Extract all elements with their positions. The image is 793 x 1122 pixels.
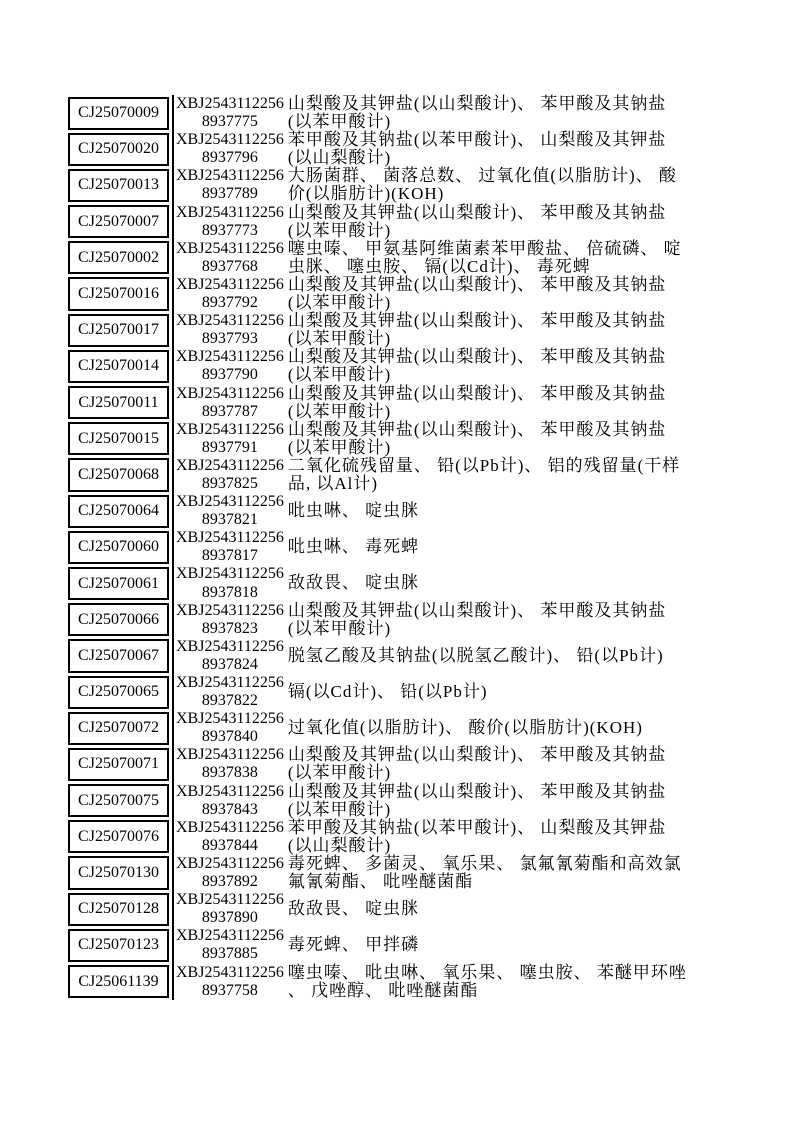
- report-no-line1: XBJ2543112256: [176, 312, 284, 330]
- table-row: [68, 131, 692, 167]
- test-items-line: 、 戊唑醇、 吡唑醚菌酯: [287, 980, 479, 1000]
- sample-code-cell: [68, 314, 169, 347]
- report-no-cell: [172, 783, 284, 819]
- report-no-line1: XBJ2543112256: [176, 167, 284, 185]
- sample-code-cell: [68, 820, 169, 853]
- report-no-line2: 8937768: [201, 257, 258, 275]
- report-no-cell: [172, 493, 284, 529]
- table-row: [68, 746, 692, 782]
- table-row: [68, 204, 692, 240]
- report-no-line1: XBJ2543112256: [176, 674, 284, 691]
- test-items-cell: [288, 710, 692, 746]
- sample-code: CJ25070067: [78, 646, 159, 664]
- report-no-line2: 8937822: [201, 692, 258, 710]
- test-items-cell: [288, 95, 692, 131]
- sample-code: CJ25070065: [78, 683, 159, 701]
- sample-code: CJ25070075: [78, 791, 159, 809]
- sample-code: CJ25070002: [78, 248, 159, 266]
- test-items-line: 山梨酸及其钾盐(以山梨酸计)、 苯甲酸及其钠盐: [287, 383, 667, 403]
- test-items-line: 脱氢乙酸及其钠盐(以脱氢乙酸计)、 铅(以Pb计): [287, 645, 664, 665]
- test-items-cell: [288, 783, 692, 819]
- test-items-line: 敌敌畏、 啶虫脒: [287, 899, 420, 919]
- test-items-line: 山梨酸及其钾盐(以山梨酸计)、 苯甲酸及其钠盐: [287, 94, 667, 113]
- test-items-line: 大肠菌群、 菌落总数、 过氧化值(以脂肪计)、 酸: [287, 166, 677, 186]
- report-no-line2: 8937843: [201, 800, 258, 818]
- report-no-line1: XBJ2543112256: [176, 275, 284, 293]
- sample-code: CJ25070068: [78, 465, 159, 483]
- report-no-line2: 8937817: [201, 547, 258, 565]
- test-items-cell: [288, 602, 692, 638]
- report-no-line1: XBJ2543112256: [176, 710, 284, 728]
- test-items-line: 苯甲酸及其钠盐(以苯甲酸计)、 山梨酸及其钾盐: [287, 130, 667, 150]
- test-items-cell: [288, 819, 692, 855]
- report-no-cell: [172, 674, 284, 710]
- test-items-cell: [288, 565, 692, 601]
- table-row: [68, 493, 692, 529]
- report-no-cell: [172, 746, 284, 782]
- sample-code-cell: [68, 748, 169, 781]
- test-items-line: 品, 以Al计): [287, 473, 379, 493]
- test-items-cell: [288, 348, 692, 384]
- sample-code-cell: [68, 712, 169, 745]
- test-items-cell: [288, 421, 692, 457]
- test-items-line: (以苯甲酸计): [287, 220, 392, 240]
- test-items-line: 氟氰菊酯、 吡唑醚菌酯: [287, 872, 474, 892]
- table-row: [68, 457, 692, 493]
- report-no-line1: XBJ2543112256: [176, 854, 284, 872]
- report-no-cell: [172, 855, 284, 891]
- test-items-cell: [288, 493, 692, 529]
- test-items-line: (以苯甲酸计): [287, 763, 392, 783]
- sample-code-cell: [68, 495, 169, 528]
- table-row: [68, 783, 692, 819]
- report-no-line2: 8937885: [201, 945, 258, 963]
- table-row: [68, 167, 692, 203]
- test-items-line: 虫脒、 噻虫胺、 镉(以Cd计)、 毒死蜱: [287, 256, 591, 276]
- test-items-line: (以苯甲酸计): [287, 618, 392, 638]
- report-no-line2: 8937825: [201, 474, 258, 492]
- test-items-cell: [288, 167, 692, 203]
- report-no-line2: 8937840: [201, 728, 258, 746]
- test-items-cell: [288, 385, 692, 421]
- test-items-line: 山梨酸及其钾盐(以山梨酸计)、 苯甲酸及其钠盐: [287, 311, 667, 331]
- sample-code: CJ25070061: [78, 574, 159, 592]
- test-items-line: (以苯甲酸计): [287, 365, 392, 385]
- test-items-cell: [288, 240, 692, 276]
- table-row: [68, 674, 692, 710]
- sample-code: CJ25070130: [78, 864, 159, 882]
- table-row: [68, 348, 692, 384]
- report-no-cell: [172, 710, 284, 746]
- test-items-line: (以苯甲酸计): [287, 401, 392, 421]
- report-no-line1: XBJ2543112256: [176, 891, 284, 909]
- report-no-line2: 8937789: [201, 185, 258, 203]
- report-no-cell: [172, 385, 284, 421]
- sample-code-cell: [68, 603, 169, 636]
- sample-code-cell: [68, 277, 169, 310]
- sample-code-cell: [68, 531, 169, 564]
- report-no-line1: XBJ2543112256: [176, 637, 284, 655]
- sample-code: CJ25070007: [78, 212, 159, 230]
- sample-code-cell: [68, 639, 169, 672]
- inspection-table: [68, 95, 692, 1000]
- sample-code: CJ25070123: [78, 936, 159, 954]
- test-items-line: 山梨酸及其钾盐(以山梨酸计)、 苯甲酸及其钠盐: [287, 781, 667, 801]
- sample-code: CJ25070076: [78, 827, 159, 845]
- test-items-cell: [288, 204, 692, 240]
- sample-code: CJ25070020: [78, 140, 159, 158]
- report-no-line1: XBJ2543112256: [176, 927, 284, 945]
- test-items-line: (以山梨酸计): [287, 835, 392, 855]
- test-items-cell: [288, 131, 692, 167]
- sample-code-cell: [68, 567, 169, 600]
- sample-code: CJ25070016: [78, 285, 159, 303]
- sample-code-cell: [68, 97, 169, 130]
- sample-code: CJ25070128: [78, 900, 159, 918]
- report-no-line1: XBJ2543112256: [176, 493, 284, 511]
- test-items-line: 吡虫啉、 毒死蜱: [287, 537, 420, 557]
- report-no-cell: [172, 638, 284, 674]
- sample-code: CJ25070072: [78, 719, 159, 737]
- sample-code-cell: [68, 458, 169, 491]
- test-items-cell: [288, 927, 692, 963]
- report-no-line2: 8937758: [201, 981, 258, 999]
- report-no-line2: 8937773: [201, 221, 258, 239]
- table-row: [68, 529, 692, 565]
- report-no-line1: XBJ2543112256: [176, 348, 284, 366]
- sample-code: CJ25070064: [78, 502, 159, 520]
- test-items-line: 二氧化硫残留量、 铅(以Pb计)、 铝的残留量(干样: [287, 455, 681, 475]
- test-items-line: 毒死蜱、 多菌灵、 氧乐果、 氯氟氰菊酯和高效氯: [287, 853, 682, 873]
- sample-code-cell: [68, 422, 169, 455]
- report-no-line1: XBJ2543112256: [176, 131, 284, 149]
- table-row: [68, 602, 692, 638]
- test-items-line: 镉(以Cd计)、 铅(以Pb计): [287, 682, 488, 702]
- report-no-cell: [172, 276, 284, 312]
- report-no-line1: XBJ2543112256: [176, 818, 284, 836]
- report-no-line2: 8937792: [201, 294, 258, 312]
- test-items-line: 噻虫嗪、 甲氨基阿维菌素苯甲酸盐、 倍硫磷、 啶: [287, 238, 682, 258]
- test-items-line: 毒死蜱、 甲拌磷: [287, 935, 420, 955]
- sample-code-cell: [68, 205, 169, 238]
- sample-code: CJ25070066: [78, 610, 159, 628]
- report-no-line2: 8937796: [201, 149, 258, 167]
- sample-code-cell: [68, 386, 169, 419]
- test-items-line: (以山梨酸计): [287, 148, 392, 168]
- report-no-line1: XBJ2543112256: [176, 782, 284, 800]
- report-no-line1: XBJ2543112256: [176, 239, 284, 257]
- test-items-cell: [288, 964, 692, 1000]
- sample-code-cell: [68, 893, 169, 926]
- report-no-cell: [172, 819, 284, 855]
- sample-code-cell: [68, 784, 169, 817]
- test-items-line: 山梨酸及其钾盐(以山梨酸计)、 苯甲酸及其钠盐: [287, 600, 667, 620]
- report-no-cell: [172, 421, 284, 457]
- test-items-cell: [288, 529, 692, 565]
- sample-code: CJ25070015: [78, 429, 159, 447]
- test-items-line: 山梨酸及其钾盐(以山梨酸计)、 苯甲酸及其钠盐: [287, 274, 667, 294]
- table-row: [68, 927, 692, 963]
- report-no-cell: [172, 927, 284, 963]
- test-items-cell: [288, 746, 692, 782]
- report-no-cell: [172, 891, 284, 927]
- report-no-cell: [172, 167, 284, 203]
- report-no-line1: XBJ2543112256: [176, 746, 284, 764]
- report-no-line2: 8937892: [201, 873, 258, 891]
- table-row: [68, 565, 692, 601]
- report-no-line1: XBJ2543112256: [176, 203, 284, 221]
- test-items-line: 山梨酸及其钾盐(以山梨酸计)、 苯甲酸及其钠盐: [287, 419, 667, 439]
- sample-code: CJ25070013: [78, 176, 159, 194]
- report-no-cell: [172, 95, 284, 131]
- test-items-line: 价(以脂肪计)(KOH): [287, 184, 445, 204]
- table-row: [68, 855, 692, 891]
- table-row: [68, 276, 692, 312]
- report-no-line2: 8937793: [201, 330, 258, 348]
- test-items-line: 山梨酸及其钾盐(以山梨酸计)、 苯甲酸及其钠盐: [287, 745, 667, 765]
- report-no-cell: [172, 529, 284, 565]
- sample-code-cell: [68, 929, 169, 962]
- report-no-cell: [172, 312, 284, 348]
- report-no-line2: 8937844: [201, 836, 258, 854]
- report-no-cell: [172, 204, 284, 240]
- test-items-cell: [288, 312, 692, 348]
- sample-code: CJ25061139: [78, 972, 159, 990]
- test-items-line: 噻虫嗪、 吡虫啉、 氧乐果、 噻虫胺、 苯醚甲环唑: [287, 962, 687, 982]
- report-no-line1: XBJ2543112256: [176, 456, 284, 474]
- table-row: [68, 385, 692, 421]
- table-row: [68, 421, 692, 457]
- test-items-line: 敌敌畏、 啶虫脒: [287, 573, 420, 593]
- report-no-line2: 8937890: [201, 909, 258, 927]
- report-no-line1: XBJ2543112256: [176, 963, 284, 981]
- test-items-cell: [288, 276, 692, 312]
- report-no-line2: 8937775: [201, 113, 258, 131]
- test-items-cell: [288, 891, 692, 927]
- report-no-line2: 8937818: [201, 583, 258, 601]
- report-no-line1: XBJ2543112256: [176, 95, 284, 112]
- table-row: [68, 95, 692, 131]
- test-items-line: 吡虫啉、 啶虫脒: [287, 501, 420, 521]
- test-items-line: (以苯甲酸计): [287, 437, 392, 457]
- test-items-cell: [288, 674, 692, 710]
- test-items-cell: [288, 457, 692, 493]
- report-no-line1: XBJ2543112256: [176, 420, 284, 438]
- table-row: [68, 240, 692, 276]
- sample-code-cell: [68, 241, 169, 274]
- sample-code-cell: [68, 169, 169, 202]
- table-row: [68, 710, 692, 746]
- report-no-line1: XBJ2543112256: [176, 384, 284, 402]
- report-no-line1: XBJ2543112256: [176, 601, 284, 619]
- sample-code: CJ25070011: [78, 393, 159, 411]
- sample-code: CJ25070017: [78, 321, 159, 339]
- report-no-line2: 8937787: [201, 402, 258, 420]
- report-no-cell: [172, 602, 284, 638]
- test-items-line: (以苯甲酸计): [287, 112, 392, 132]
- report-no-cell: [172, 565, 284, 601]
- test-items-cell: [288, 638, 692, 674]
- sample-code-cell: [68, 676, 169, 709]
- table-row: [68, 312, 692, 348]
- test-items-line: (以苯甲酸计): [287, 799, 392, 819]
- table-row: [68, 964, 692, 1000]
- test-items-line: 山梨酸及其钾盐(以山梨酸计)、 苯甲酸及其钠盐: [287, 347, 667, 367]
- sample-code-cell: [68, 965, 169, 998]
- sample-code: CJ25070060: [78, 538, 159, 556]
- test-items-line: 山梨酸及其钾盐(以山梨酸计)、 苯甲酸及其钠盐: [287, 202, 667, 222]
- table-row: [68, 891, 692, 927]
- report-no-cell: [172, 240, 284, 276]
- test-items-cell: [288, 855, 692, 891]
- report-no-cell: [172, 457, 284, 493]
- report-no-line1: XBJ2543112256: [176, 529, 284, 547]
- sample-code-cell: [68, 350, 169, 383]
- table-row: [68, 638, 692, 674]
- sample-code-cell: [68, 133, 169, 166]
- test-items-line: 过氧化值(以脂肪计)、 酸价(以脂肪计)(KOH): [287, 718, 643, 738]
- report-no-line2: 8937821: [201, 511, 258, 529]
- report-no-cell: [172, 348, 284, 384]
- report-no-line2: 8937791: [201, 438, 258, 456]
- report-no-cell: [172, 131, 284, 167]
- table-row: [68, 819, 692, 855]
- sample-code: CJ25070014: [78, 357, 159, 375]
- test-items-line: 苯甲酸及其钠盐(以苯甲酸计)、 山梨酸及其钾盐: [287, 817, 667, 837]
- test-items-line: (以苯甲酸计): [287, 293, 392, 313]
- report-no-cell: [172, 964, 284, 1000]
- test-items-line: (以苯甲酸计): [287, 329, 392, 349]
- report-no-line2: 8937824: [201, 655, 258, 673]
- report-no-line1: XBJ2543112256: [176, 565, 284, 583]
- report-no-line2: 8937823: [201, 619, 258, 637]
- report-no-line2: 8937790: [201, 366, 258, 384]
- sample-code: CJ25070009: [78, 104, 159, 122]
- report-no-line2: 8937838: [201, 764, 258, 782]
- sample-code: CJ25070071: [78, 755, 159, 773]
- sample-code-cell: [68, 856, 169, 889]
